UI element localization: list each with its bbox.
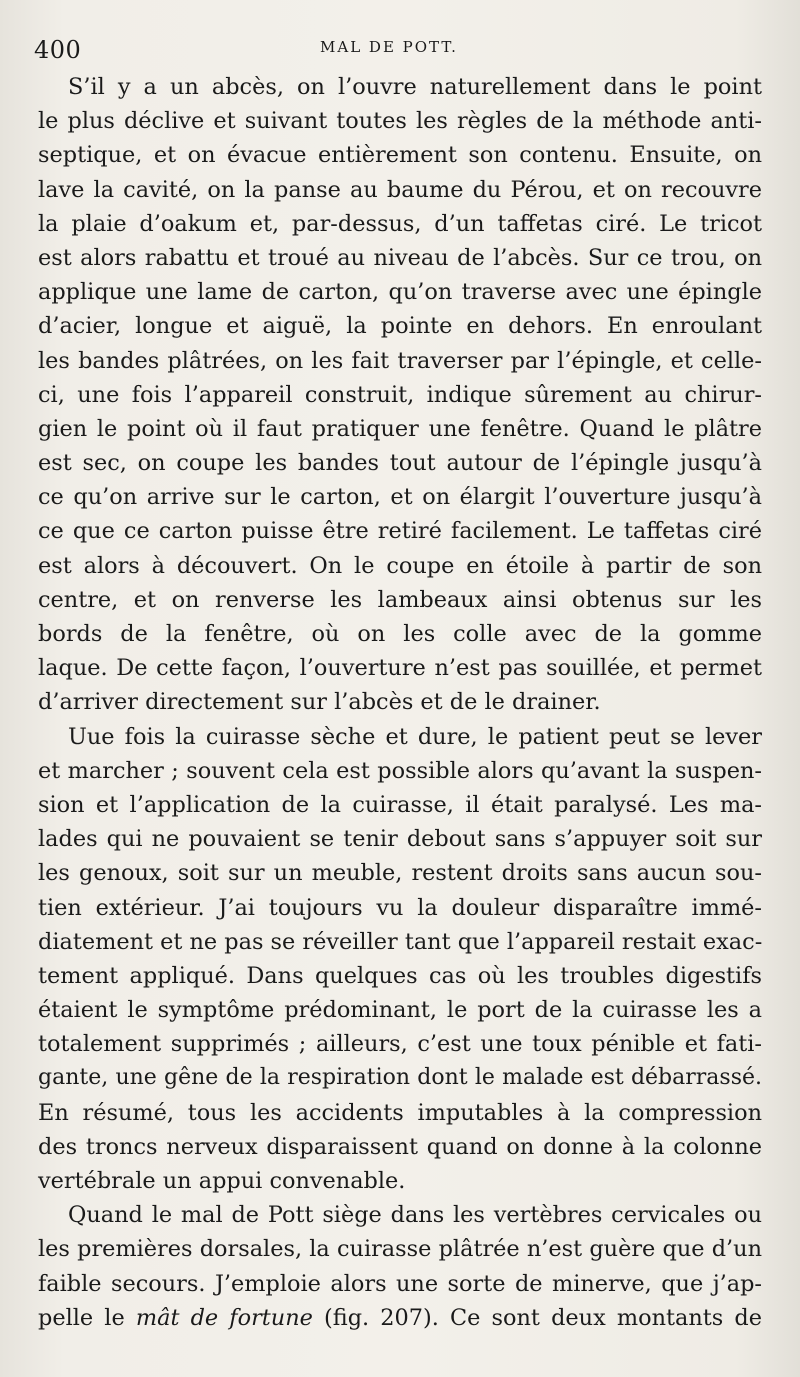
- text-line: ce que ce carton puisse être retiré facilement. Le taffetas ciré: [38, 518, 762, 545]
- running-title: MAL DE POTT.: [320, 38, 458, 56]
- text-line: gante, une gêne de la respiration dont le malade est débarrassé.: [38, 1065, 762, 1091]
- text-line: le plus déclive et suivant toutes les règles de la méthode anti-: [38, 108, 762, 135]
- paragraph-3: [38, 1198, 762, 1335]
- text-run: (fig. 207). Ce sont deux montants de: [312, 1304, 762, 1331]
- text-line: laque. De cette façon, l’ouverture n’est pas souillée, et permet: [38, 655, 762, 682]
- text-line: la plaie d’oakum et, par-dessus, d’un taffetas ciré. Le tricot: [38, 210, 762, 237]
- text-line: tien extérieur. J’ai toujours vu la douleur disparaître immé-: [38, 894, 762, 921]
- body-text: [38, 70, 762, 1335]
- text-line: sion et l’application de la cuirasse, il était paralysé. Les ma-: [38, 791, 762, 818]
- text-line: est alors rabattu et troué au niveau de l’abcès. Sur ce trou, on: [38, 244, 762, 271]
- text-line: tement appliqué. Dans quelques cas où les troubles digestifs: [38, 962, 762, 989]
- text-line: d’arriver directement sur l’abcès et de le drainer.: [38, 689, 601, 716]
- text-line: ci, une fois l’appareil construit, indique sûrement au chirur-: [38, 381, 762, 408]
- text-line: Uue fois la cuirasse sèche et dure, le patient peut se lever: [68, 723, 762, 750]
- text-line-mixed: [38, 1301, 762, 1335]
- text-line: faible secours. J’emploie alors une sorte de minerve, que j’ap-: [38, 1270, 762, 1297]
- text-line: les genoux, soit sur un meuble, restent droits sans aucun sou-: [38, 860, 762, 887]
- text-line: diatement et ne pas se réveiller tant que l’appareil restait exac-: [38, 928, 763, 955]
- text-line: lave la cavité, on la panse au baume du Pérou, et on recouvre: [38, 176, 762, 203]
- text-line: étaient le symptôme prédominant, le port de la cuirasse les a: [38, 997, 762, 1024]
- text-line: centre, et on renverse les lambeaux ainsi obtenus sur les: [38, 586, 762, 613]
- text-line: En résumé, tous les accidents imputables à la compression: [38, 1099, 762, 1126]
- text-line: lades qui ne pouvaient se tenir debout sans s’appuyer soit sur: [38, 826, 762, 853]
- italic-term: mât de fortune: [135, 1304, 313, 1331]
- page-number: 400: [34, 36, 82, 64]
- text-line: des troncs nerveux disparaissent quand on donne à la colonne: [38, 1133, 762, 1160]
- paragraph-1: [38, 70, 762, 720]
- text-line: applique une lame de carton, qu’on traverse avec une épingle: [38, 279, 762, 306]
- text-line: est sec, on coupe les bandes tout autour de l’épingle jusqu’à: [38, 450, 762, 477]
- text-line: les premières dorsales, la cuirasse plâtrée n’est guère que d’un: [38, 1236, 762, 1263]
- text-line: gien le point où il faut pratiquer une fenêtre. Quand le plâtre: [38, 415, 762, 442]
- text-line: vertébrale un appui convenable.: [38, 1168, 406, 1194]
- text-line: totalement supprimés ; ailleurs, c’est une toux pénible et fati-: [38, 1031, 762, 1058]
- text-line: d’acier, longue et aiguë, la pointe en dehors. En enroulant: [38, 313, 762, 340]
- text-line: S’il y a un abcès, on l’ouvre naturellement dans le point: [68, 74, 762, 100]
- text-line: et marcher ; souvent cela est possible alors qu’avant la suspen-: [38, 757, 762, 784]
- paragraph-2: [38, 720, 762, 1199]
- text-line: Quand le mal de Pott siège dans les vertèbres cervicales ou: [68, 1202, 762, 1229]
- page-header: [34, 30, 760, 70]
- text-line: ce qu’on arrive sur le carton, et on élargit l’ouverture jusqu’à: [38, 484, 762, 511]
- text-line: est alors à découvert. On le coupe en étoile à partir de son: [38, 552, 762, 579]
- text-run: pelle le: [38, 1304, 136, 1331]
- text-line: les bandes plâtrées, on les fait traverser par l’épingle, et celle-: [38, 347, 762, 374]
- text-line: bords de la fenêtre, où on les colle avec de la gomme: [38, 621, 762, 647]
- text-line: septique, et on évacue entièrement son contenu. Ensuite, on: [38, 142, 762, 169]
